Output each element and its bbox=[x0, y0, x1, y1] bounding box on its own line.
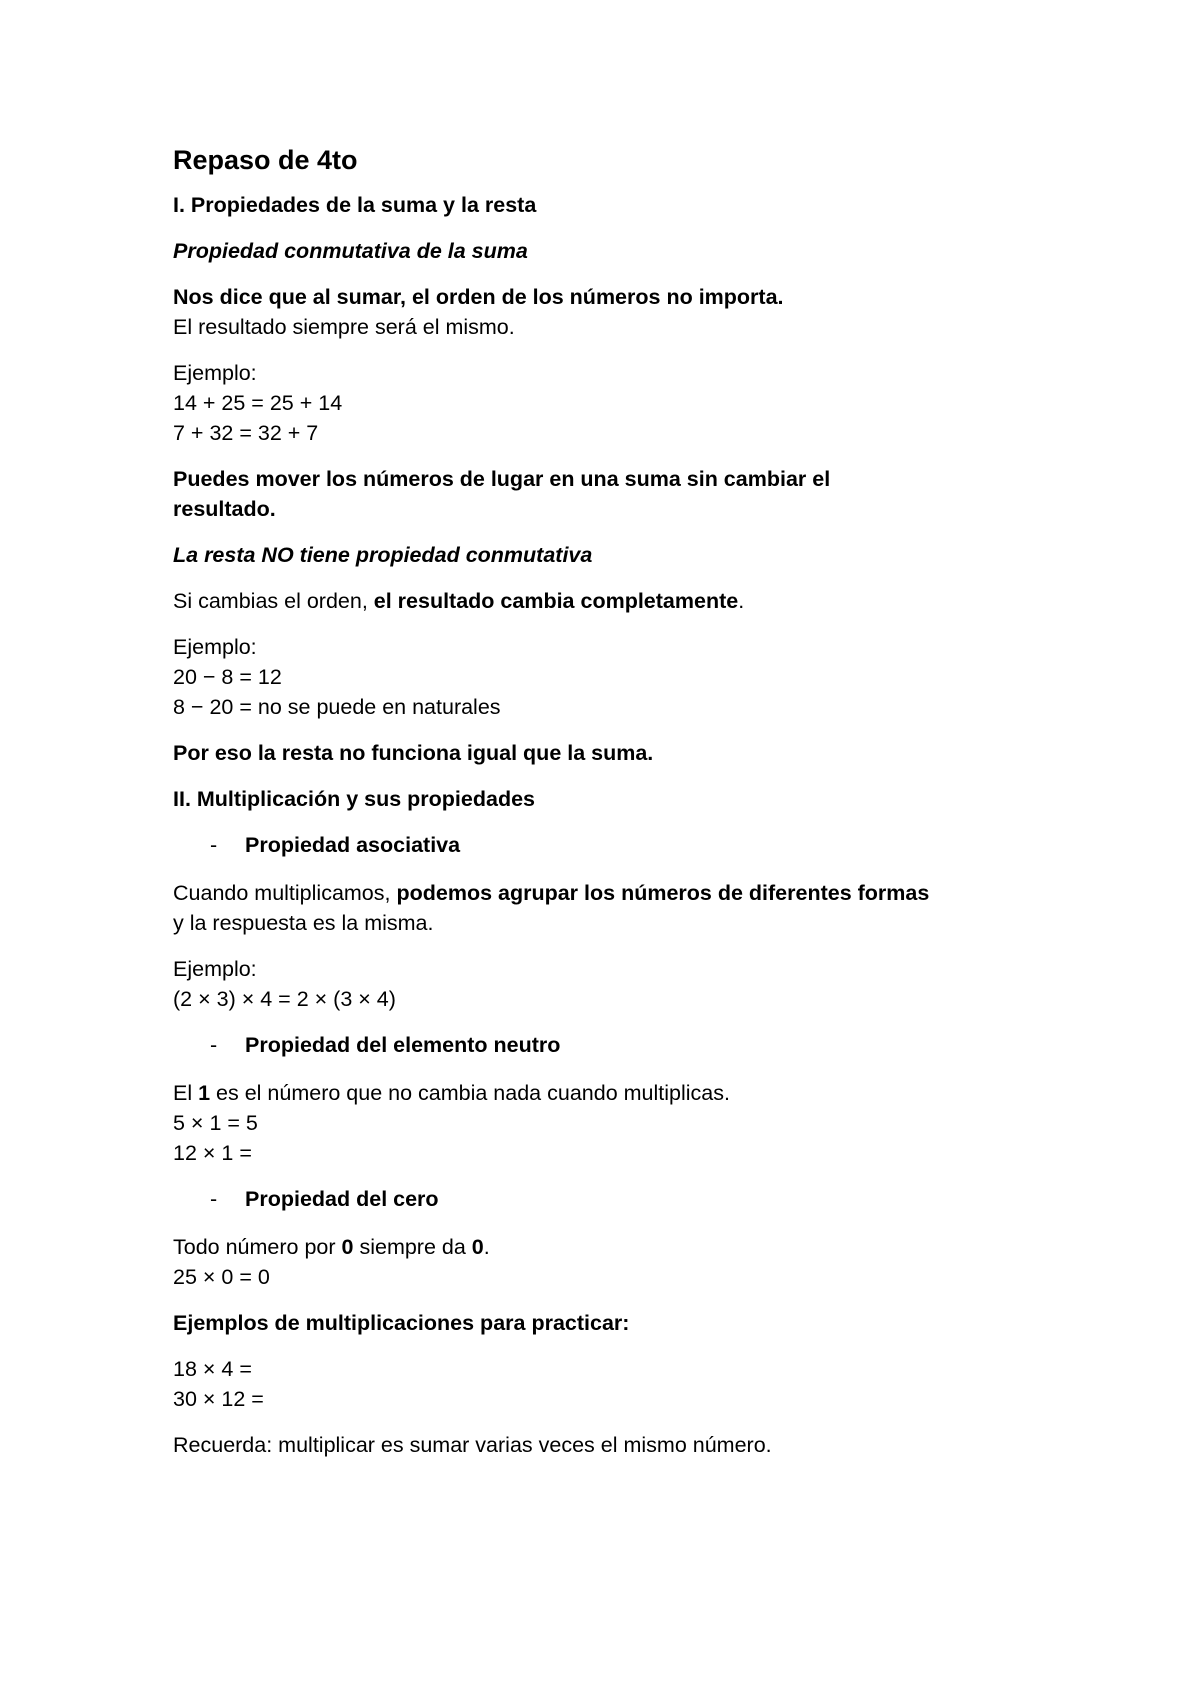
bullet-dash: - bbox=[210, 1033, 218, 1057]
bullet-asociativa bbox=[173, 830, 1073, 860]
cero-mid: siempre da bbox=[353, 1235, 472, 1259]
neutro-bold: 1 bbox=[198, 1081, 211, 1105]
example-line: 12 × 1 = bbox=[173, 1141, 252, 1165]
practice-line: 30 × 12 = bbox=[173, 1387, 264, 1411]
example-line: 25 × 0 = 0 bbox=[173, 1265, 270, 1289]
mover-numeros-line-2: resultado. bbox=[173, 497, 276, 521]
neutro-line-1 bbox=[173, 1078, 1073, 1108]
bullet-dash: - bbox=[210, 833, 218, 857]
example-label: Ejemplo: bbox=[173, 957, 257, 981]
example-line: 8 − 20 = no se puede en naturales bbox=[173, 695, 501, 719]
document-title: Repaso de 4to bbox=[173, 145, 358, 175]
resta-orden-bold: el resultado cambia completamente bbox=[373, 589, 739, 613]
example-line: 20 − 8 = 12 bbox=[173, 665, 282, 689]
example-line: 14 + 25 = 25 + 14 bbox=[173, 391, 343, 415]
document-page bbox=[173, 140, 1073, 1476]
bullet-dash: - bbox=[210, 1187, 218, 1211]
bullet-label: Propiedad del elemento neutro bbox=[245, 1033, 561, 1057]
paragraph-conmutativa-explanation bbox=[173, 282, 1073, 342]
asociativa-line-1 bbox=[173, 878, 1073, 908]
resta-orden-post: . bbox=[738, 589, 745, 613]
cero-bold-1: 0 bbox=[341, 1235, 354, 1259]
example-block-resta bbox=[173, 632, 1073, 722]
bullet-cero bbox=[173, 1184, 1073, 1214]
paragraph-elemento-neutro bbox=[173, 1078, 1073, 1168]
conmutativa-result-statement: El resultado siempre será el mismo. bbox=[173, 315, 515, 339]
cero-pre: Todo número por bbox=[173, 1235, 342, 1259]
example-block-asociativa bbox=[173, 954, 1073, 1014]
practice-line: 18 × 4 = bbox=[173, 1357, 252, 1381]
example-block-suma bbox=[173, 358, 1073, 448]
subheading-conmutativa-suma: Propiedad conmutativa de la suma bbox=[173, 239, 528, 263]
bullet-label: Propiedad del cero bbox=[245, 1187, 439, 1211]
paragraph-asociativa bbox=[173, 878, 1073, 938]
asociativa-pre: Cuando multiplicamos, bbox=[173, 881, 397, 905]
paragraph-mover-numeros bbox=[173, 464, 1073, 524]
practice-exercises bbox=[173, 1354, 1073, 1414]
section-1-heading: I. Propiedades de la suma y la resta bbox=[173, 193, 537, 217]
subheading-resta-no-conmutativa: La resta NO tiene propiedad conmutativa bbox=[173, 543, 593, 567]
bullet-elemento-neutro bbox=[173, 1030, 1073, 1060]
resta-orden-pre: Si cambias el orden, bbox=[173, 589, 374, 613]
asociativa-bold: podemos agrupar los números de diferentes formas bbox=[396, 881, 930, 905]
paragraph-cero bbox=[173, 1232, 1073, 1292]
conmutativa-bold-statement: Nos dice que al sumar, el orden de los números no importa. bbox=[173, 285, 784, 309]
example-line: (2 × 3) × 4 = 2 × (3 × 4) bbox=[173, 987, 396, 1011]
cero-bold-2: 0 bbox=[471, 1235, 484, 1259]
neutro-pre: El bbox=[173, 1081, 199, 1105]
mover-numeros-line-1: Puedes mover los números de lugar en una suma sin cambiar el bbox=[173, 467, 831, 491]
reminder-text: Recuerda: multiplicar es sumar varias veces el mismo número. bbox=[173, 1433, 772, 1457]
paragraph-resta-orden bbox=[173, 586, 1073, 616]
neutro-post: es el número que no cambia nada cuando multiplicas. bbox=[210, 1081, 730, 1105]
section-2-heading: II. Multiplicación y sus propiedades bbox=[173, 787, 535, 811]
cero-post: . bbox=[483, 1235, 490, 1259]
example-label: Ejemplo: bbox=[173, 361, 257, 385]
bullet-label: Propiedad asociativa bbox=[245, 833, 461, 857]
practice-heading: Ejemplos de multiplicaciones para practicar: bbox=[173, 1311, 630, 1335]
cero-line-1 bbox=[173, 1232, 1073, 1262]
example-line: 7 + 32 = 32 + 7 bbox=[173, 421, 319, 445]
paragraph-resta-conclusion: Por eso la resta no funciona igual que la suma. bbox=[173, 741, 654, 765]
example-label: Ejemplo: bbox=[173, 635, 257, 659]
example-line: 5 × 1 = 5 bbox=[173, 1111, 258, 1135]
asociativa-line-2: y la respuesta es la misma. bbox=[173, 911, 434, 935]
